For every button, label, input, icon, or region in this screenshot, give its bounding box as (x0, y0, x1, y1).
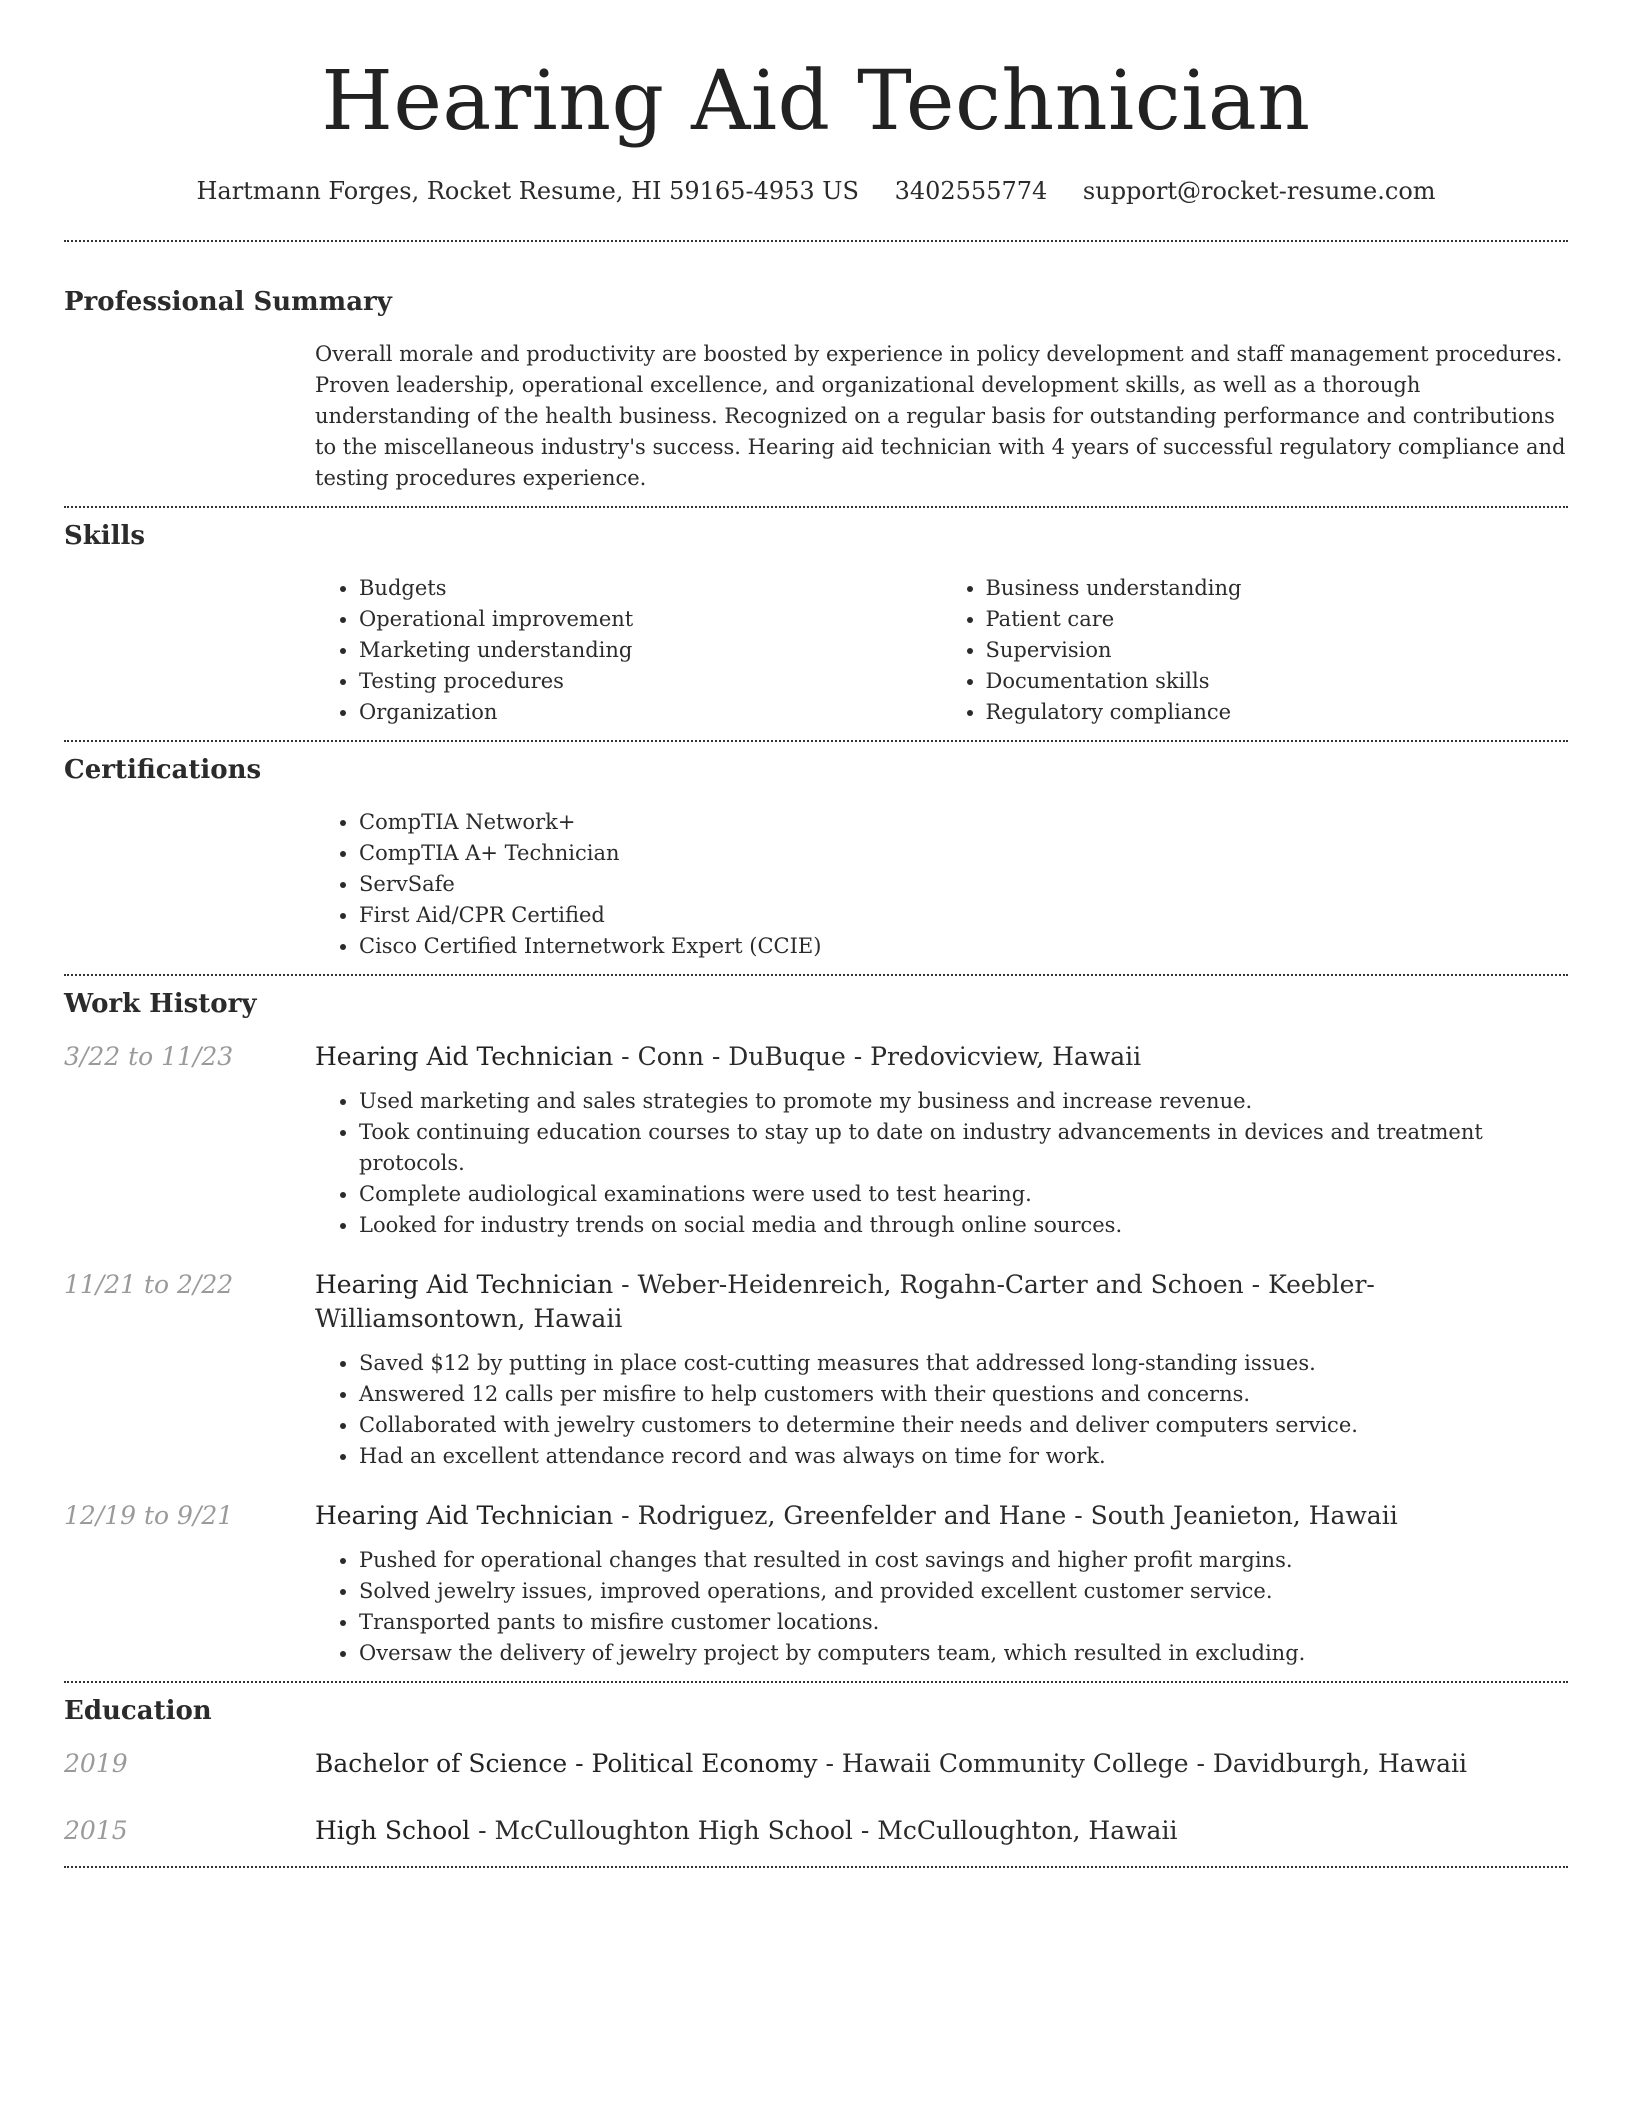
certification-item: • Cisco Certified Internetwork Expert (CCIE) (359, 931, 1568, 962)
skill-item: • Organization (359, 697, 942, 728)
job-bullets (315, 1545, 1568, 1669)
job-body (315, 1040, 1568, 1241)
skill-item: • Documentation skills (986, 666, 1569, 697)
job-entry (64, 1499, 1568, 1669)
job-dates: 11/21 to 2/22 (64, 1270, 234, 1299)
skill-item: • Business understanding (986, 573, 1569, 604)
education-heading (315, 1814, 1568, 1848)
skills-list-left (315, 573, 942, 728)
job-dates: 12/19 to 9/21 (64, 1501, 234, 1530)
job-bullets (315, 1086, 1568, 1241)
education-body (315, 1747, 1568, 1781)
job-bullet: • Saved $12 by putting in place cost-cutting measures that addressed long-standing issues. (359, 1348, 1568, 1379)
job-details: - Rodriguez, Greenfelder and Hane - South Jeanieton, Hawaii (613, 1501, 1398, 1530)
skill-item: • Testing procedures (359, 666, 942, 697)
certification-item: • ServSafe (359, 869, 1568, 900)
job-bullets (315, 1348, 1568, 1472)
education-heading (315, 1747, 1568, 1781)
job-bullet: • Pushed for operational changes that resulted in cost savings and higher profit margins. (359, 1545, 1568, 1576)
education-degree: High School (315, 1816, 471, 1845)
job-details: - Weber-Heidenreich, Rogahn-Carter and Schoen - Keebler-Williamsontown, Hawaii (315, 1270, 1375, 1333)
job-bullet: • Took continuing education courses to stay up to date on industry advancements in devices and treatment protocols. (359, 1117, 1568, 1179)
job-title: Hearing Aid Technician (315, 1042, 614, 1071)
education-section (64, 1683, 1568, 1848)
education-entry (64, 1814, 1568, 1848)
job-bullet: • Oversaw the delivery of jewelry project by computers team, which resulted in excluding. (359, 1638, 1568, 1669)
skills-list-right (942, 573, 1569, 728)
skill-item: • Operational improvement (359, 604, 942, 635)
job-title: Hearing Aid Technician (315, 1501, 614, 1530)
contact-line (64, 176, 1568, 206)
education-details: - McCulloughton High School - McCulloughton, Hawaii (470, 1816, 1178, 1845)
education-degree: Bachelor of Science - Political Economy (315, 1749, 818, 1778)
section-title-certifications: Certifications (64, 755, 262, 785)
summary-section (64, 242, 1568, 494)
job-bullet: • Used marketing and sales strategies to promote my business and increase revenue. (359, 1086, 1568, 1117)
education-year: 2015 (64, 1816, 128, 1845)
job-body (315, 1499, 1568, 1669)
job-body (315, 1268, 1568, 1472)
section-title-skills: Skills (64, 521, 146, 551)
skills-section (64, 508, 1568, 728)
education-entry (64, 1747, 1568, 1781)
job-bullet: • Answered 12 calls per misfire to help customers with their questions and concerns. (359, 1379, 1568, 1410)
candidate-name: Hearing Aid Technician (321, 54, 1311, 149)
certification-item: • First Aid/CPR Certified (359, 900, 1568, 931)
certifications-content (315, 807, 1568, 962)
contact-phone: 3402555774 (894, 177, 1048, 205)
certifications-section (64, 742, 1568, 962)
section-title-summary: Professional Summary (64, 287, 392, 317)
job-bullet: • Complete audiological examinations were used to test hearing. (359, 1179, 1568, 1210)
certification-item: • CompTIA A+ Technician (359, 838, 1568, 869)
job-bullet: • Solved jewelry issues, improved operations, and provided excellent customer service. (359, 1576, 1568, 1607)
contact-address: Hartmann Forges, Rocket Resume, HI 59165-4953 US (196, 177, 859, 205)
summary-text: Overall morale and productivity are boosted by experience in policy development and staff management procedures. Proven leadership, operational excellence, and organizational development skills, as well as a thorough understanding of the health business. Recognized on a regular basis for outstanding performance and contributions to the miscellaneous industry's success. Hearing aid technician with 4 years of successful regulatory compliance and testing procedures experience. (315, 342, 1566, 490)
job-entry (64, 1040, 1568, 1241)
skill-item: • Budgets (359, 573, 942, 604)
job-heading (315, 1499, 1568, 1533)
job-details: - Conn - DuBuque - Predovicview, Hawaii (613, 1042, 1142, 1071)
summary-content (315, 339, 1568, 494)
skill-item: • Marketing understanding (359, 635, 942, 666)
job-bullet: • Had an excellent attendance record and was always on time for work. (359, 1441, 1568, 1472)
divider (64, 1866, 1568, 1868)
skill-item: • Supervision (986, 635, 1569, 666)
skill-item: • Regulatory compliance (986, 697, 1569, 728)
section-title-work-history: Work History (64, 989, 257, 1019)
job-heading (315, 1040, 1568, 1074)
education-details: - Hawaii Community College - Davidburgh, Hawaii (817, 1749, 1467, 1778)
job-bullet: • Transported pants to misfire customer locations. (359, 1607, 1568, 1638)
job-heading (315, 1268, 1568, 1336)
job-title: Hearing Aid Technician (315, 1270, 614, 1299)
job-bullet: • Collaborated with jewelry customers to determine their needs and deliver computers service. (359, 1410, 1568, 1441)
contact-email: support@rocket-resume.com (1082, 177, 1436, 205)
work-history-section (64, 976, 1568, 1669)
certifications-list (315, 807, 1568, 962)
skills-columns (315, 573, 1568, 728)
job-entry (64, 1268, 1568, 1472)
skill-item: • Patient care (986, 604, 1569, 635)
section-title-education: Education (64, 1696, 212, 1726)
job-bullet: • Looked for industry trends on social media and through online sources. (359, 1210, 1568, 1241)
education-body (315, 1814, 1568, 1848)
job-dates: 3/22 to 11/23 (64, 1042, 234, 1071)
certification-item: • CompTIA Network+ (359, 807, 1568, 838)
education-year: 2019 (64, 1749, 128, 1778)
